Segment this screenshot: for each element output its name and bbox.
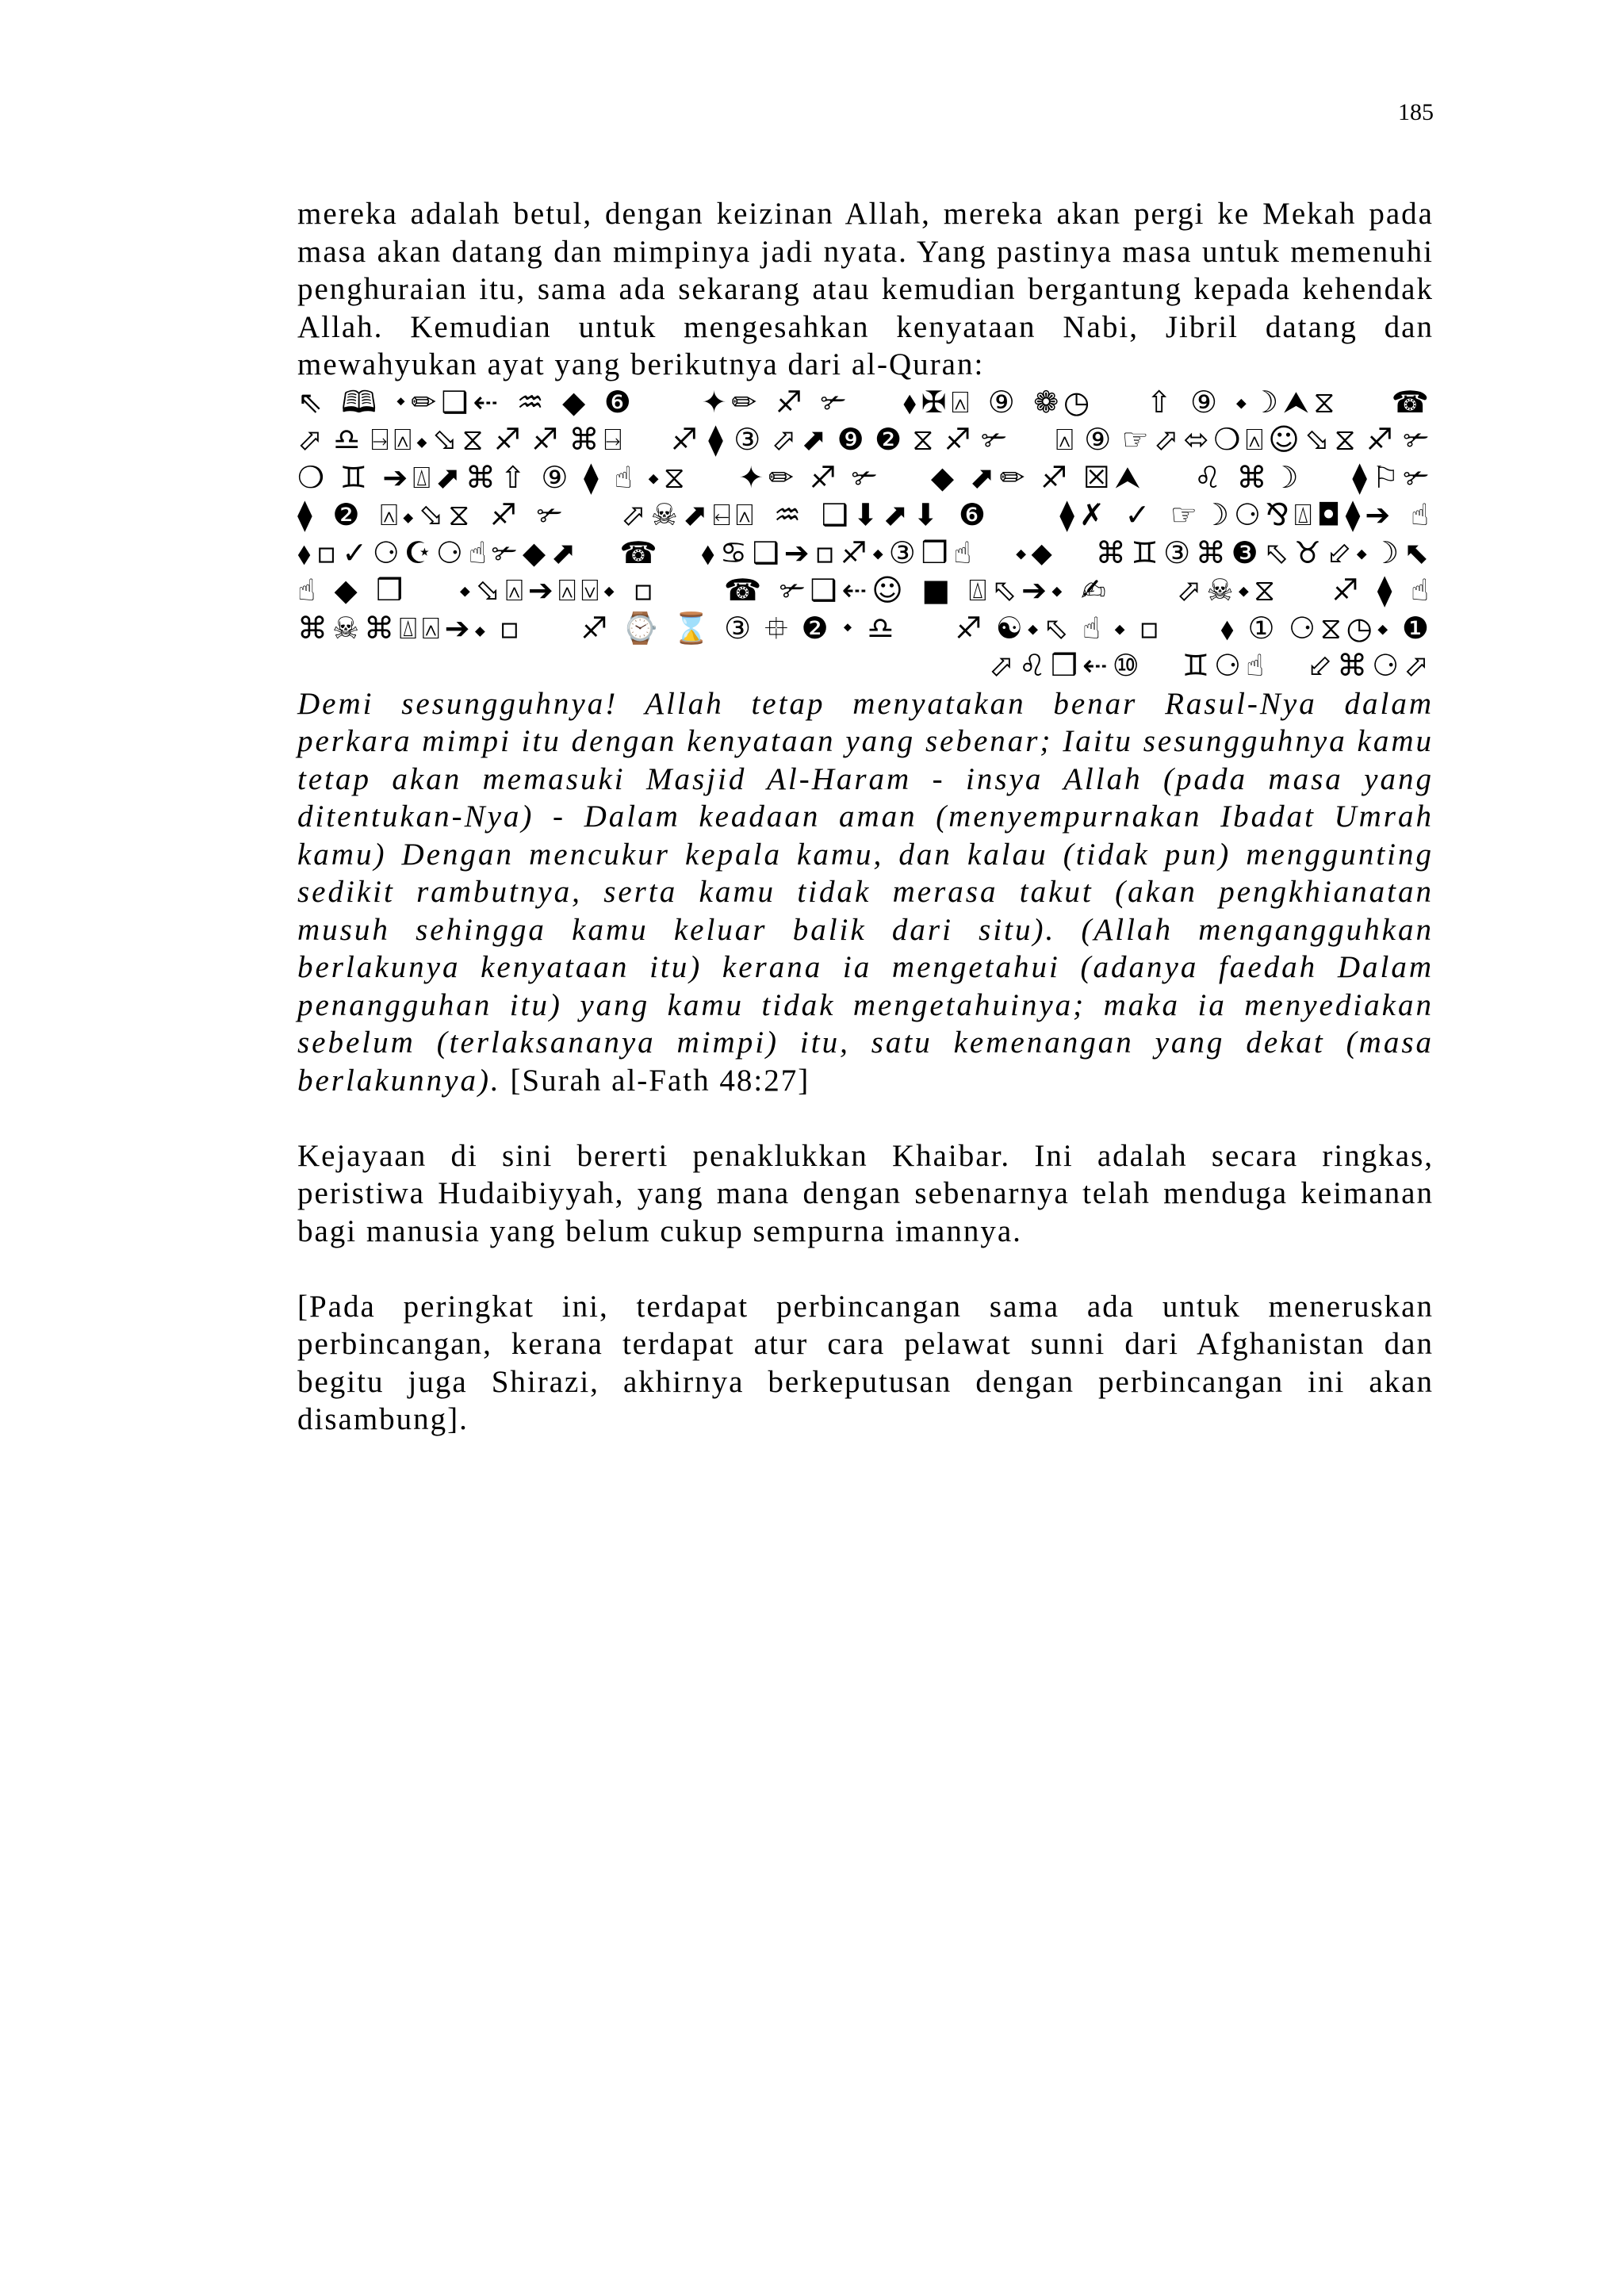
paragraph-spacer <box>297 1250 1434 1288</box>
paragraph-spacer <box>297 1099 1434 1137</box>
verse-translation <box>297 685 1434 1100</box>
quran-verse-glyphs: ⇖🕮⬩✏❑⇠♒◆❻ ✦✏♐✃ ⬧✠⍓⑨❁◷ ⇧⑨⬩☽⮝⧖ ☎ ⬀♎⍈⍓⬩⬂⧖♐♐⌘⍈ ♐⧫③⬀⬈❾❷⧖♐✃ ⍓⑨☞⬀⬄❍⍓☺⬂⧖♐✃ ❍♊➔⍍⬈⌘⇧⑨⧫☝⬩⧖ ✦✏♐✃ ◆⬈✏♐☒⮝ ♌⌘☽ ⧫⚐✃⧫❷⍓⬩⬂⧖♐✃ ⬀☠⬈⍇⍓♒❑⬇⬈⬇❻ ⧫✗✓☞☽⚆⅋⍍◘⧫➔☝ ⬧▫✓⚆☪⚆☝✃◆⬈ ☎ ⬧♋❑➔▫♐⬩③❒☝ ⬩⬥ ⌘♊③⌘❸⬁♉⬃⬩☽⬉☝◆❒ ⬩⬂⍓➔⍓⍌⬩▫ ☎✃❑⇠☺■⍍⬁➔⬩✍ ⬀☠⬩⧖ ♐⧫☝ ⌘☠⌘⍍⍓➔⬩▫ ♐⌚⌛③⯐❷⬩♎ ♐☯⬩⬁☝⬩▫ ⬧①⚆⧖◷⬩❶ ⬀♌❒⇠⑩ ♊⚆☝ ⬃⌘⚆⬀ <box>297 384 1434 683</box>
verse-citation: [Surah al-Fath 48:27] <box>500 1063 810 1098</box>
page-number: 185 <box>1398 99 1434 125</box>
translation-italic-text: Demi sesungguhnya! Allah tetap menyatakan benar Rasul-Nya dalam perkara mimpi itu dengan kenyataan yang sebenar; Iaitu sesungguhnya kamu tetap akan memasuki Masjid Al-Haram - insya Allah (pada masa yang ditentukan-Nya) - Dalam keadaan aman (menyempurnakan Ibadat Umrah kamu) Dengan mencukur kepala kamu, dan kalau (tidak pun) menggunting sedikit rambutnya, serta kamu tidak merasa takut (akan pengkhianatan musuh sehingga kamu keluar balik dari situ). (Allah mengangguhkan berlakunya kenyataan itu) kerana ia mengetahui (adanya faedah Dalam penangguhan itu) yang kamu tidak mengetahuinya; maka ia menyediakan sebelum (terlaksananya mimpi) itu, satu kemenangan yang dekat (masa berlakunnya). <box>297 686 1434 1098</box>
paragraph-intro: mereka adalah betul, dengan keizinan Allah, mereka akan pergi ke Mekah pada masa akan datang dan mimpinya jadi nyata. Yang pastinya masa untuk memenuhi penghuraian itu, sama ada sekarang atau kemudian bergantung kepada kehendak Allah. Kemudian untuk mengesahkan kenyataan Nabi, Jibril datang dan mewahyukan ayat yang berikutnya dari al-Quran: <box>297 197 1434 381</box>
paragraph-khaibar: Kejayaan di sini bererti penaklukkan Khaibar. Ini adalah secara ringkas, peristiwa Hudaibiyyah, yang mana dengan sebenarnya telah menduga keimanan bagi manusia yang belum cukup sempurna imannya. <box>297 1138 1434 1248</box>
paragraph-closing: [Pada peringkat ini, terdapat perbincangan sama ada untuk meneruskan perbincangan, kerana terdapat atur cara pelawat sunni dari Afghanistan dan begitu juga Shirazi, akhirnya berkeputusan dengan perbincangan ini akan disambung]. <box>297 1289 1434 1436</box>
page-body <box>297 195 1434 1439</box>
